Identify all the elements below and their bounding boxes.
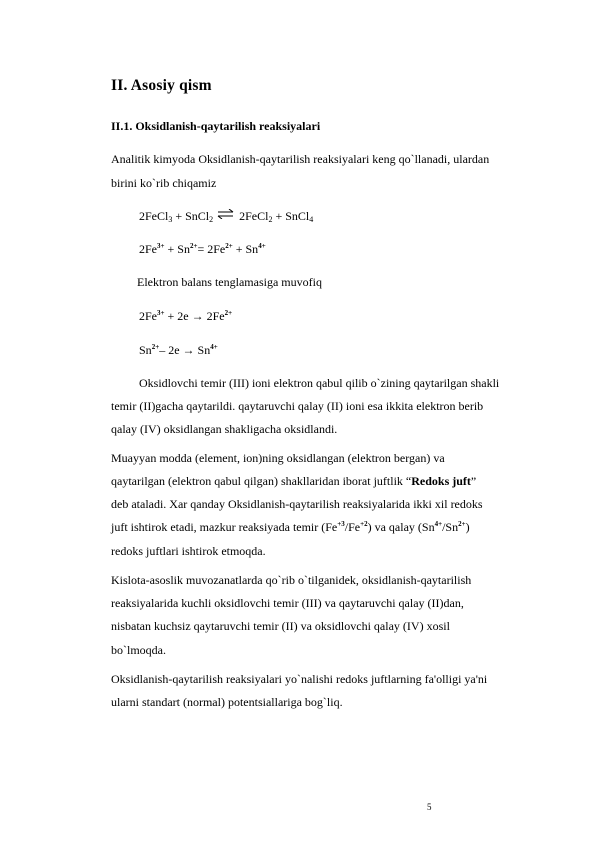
paragraph-line: qalay (IV) oksidlangan shakligacha oksidlandi.	[111, 422, 338, 436]
equilibrium-arrow-icon	[217, 209, 235, 219]
subsection-heading: II.1. Oksidlanish-qaytarilish reaksiyalari	[111, 119, 321, 133]
paragraph-line: nisbatan kuchsiz qaytaruvchi temir (II) va oksidlovchi qalay (IV) xosil	[111, 619, 450, 633]
half-reaction-reduction: $2Fe^{3+} + 2e \to 2Fe^{2+}$	[139, 309, 233, 323]
half-reaction-oxidation: $Sn^{2+}-$ $2e \to Sn^{4+}$	[139, 343, 218, 357]
redoks-juft-term: Redoks juft	[411, 474, 471, 488]
paragraph-line: Analitik kimyoda Oksidlanish-qaytarilish reaksiyalari keng qo`llanadi, ulardan	[111, 152, 490, 166]
paragraph-line: bo`lmoqda.	[111, 643, 166, 657]
paragraph-line: redoks juftlari ishtirok etmoqda.	[111, 544, 266, 558]
paragraph-line: Kislota-asoslik muvozanatlarda qo`rib o`tilganidek, oksidlanish-qaytarilish	[111, 573, 472, 587]
page-number: 5	[427, 802, 432, 812]
paragraph-line: temir (II)gacha qaytarildi. qaytaruvchi qalay (II) ioni esa ikkita elektron berib	[111, 399, 484, 413]
paragraph-line: Muayyan modda (element, ion)ning oksidlangan (elektron bergan) va	[111, 451, 445, 465]
paragraph-line: juft ishtirok etadi, mazkur reaksiyada temir $(Fe^{+3}/Fe^{+2})$ va qalay $(Sn^{4+}/Sn^{2+})$	[111, 520, 470, 534]
equation-molecular: 2FeCl$_3$ + SnCl$_2$ 2FeCl$_2$ + SnCl$_4$	[139, 209, 314, 224]
paragraph-line: ularni standart (normal) potentsiallariga bog`liq.	[111, 695, 343, 709]
paragraph-line: Oksidlanish-qaytarilish reaksiyalari yo`nalishi redoks juftlarning fa'olligi ya'ni	[111, 672, 488, 686]
paragraph-line: deb ataladi. Xar qanday Oksidlanish-qaytarilish reaksiyalarida ikki xil redoks	[111, 497, 483, 511]
paragraph-line: qaytarilgan (elektron qabul qilgan) shakllaridan iborat juftlik “Redoks juft”	[111, 474, 477, 488]
paragraph-line: Oksidlovchi temir (III) ioni elektron qabul qilib o`zining qaytarilgan shakli	[139, 376, 500, 390]
equation-ionic: $2Fe^{3+} + Sn^{2+}= 2Fe^{2+} + Sn^{4+}$	[139, 242, 266, 256]
paragraph-line: birini ko`rib chiqamiz	[111, 176, 217, 190]
section-heading: II. Asosiy qism	[111, 77, 212, 94]
paragraph-line: reaksiyalarida kuchli oksidlovchi temir (III) va qaytaruvchi qalay (II)dan,	[111, 596, 464, 610]
paragraph-line: Elektron balans tenglamasiga muvofiq	[137, 275, 322, 289]
